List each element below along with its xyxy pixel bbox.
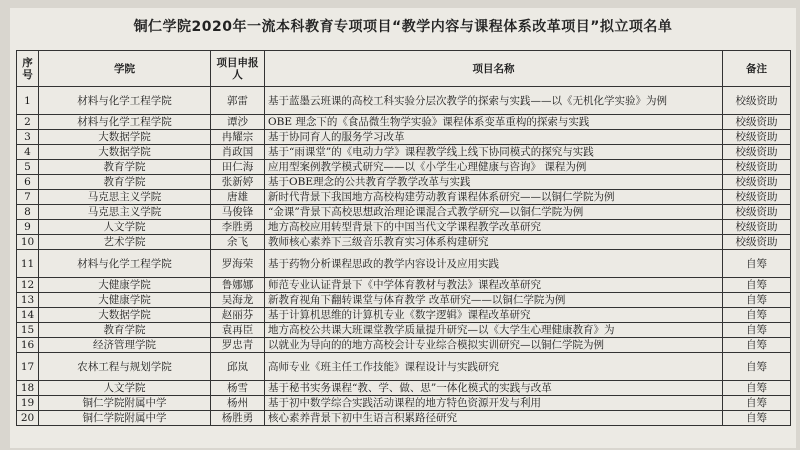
row-note: 校级资助 [723, 145, 791, 160]
row-project-name: 地方高校公共课大班课堂教学质量提升研究—以《大学生心理健康教育》为 [265, 323, 723, 338]
table-row [17, 323, 791, 338]
row-college: 教育学院 [39, 175, 211, 190]
row-college: 人文学院 [39, 220, 211, 235]
row-note: 校级资助 [723, 160, 791, 175]
header-applicant: 项目申报人 [211, 51, 265, 87]
row-project-name: 基于OBE理念的公共教育学教学改革与实践 [265, 175, 723, 190]
row-number: 19 [17, 396, 39, 411]
document-title: 铜仁学院2020年一流本科教育专项项目“教学内容与课程体系改革项目”拟立项名单 [133, 19, 673, 35]
row-note: 校级资助 [723, 175, 791, 190]
row-college: 人文学院 [39, 381, 211, 396]
row-project-name: 高师专业《班主任工作技能》课程设计与实践研究 [265, 353, 723, 381]
row-number: 18 [17, 381, 39, 396]
row-note: 自筹 [723, 323, 791, 338]
table-row [17, 160, 791, 175]
row-note: 校级资助 [723, 235, 791, 250]
row-college: 大数据学院 [39, 308, 211, 323]
row-project-name: “金课”背景下高校思想政治理论课混合式教学研究—以铜仁学院为例 [265, 205, 723, 220]
row-project-name: 基于“雨课堂”的《电动力学》课程教学线上线下协同模式的探究与实践 [265, 145, 723, 160]
row-note: 自筹 [723, 278, 791, 293]
row-college: 大健康学院 [39, 278, 211, 293]
row-project-name: 新教育视角下翻转课堂与体育教学 改革研究——以铜仁学院为例 [265, 293, 723, 308]
row-project-name: 基于秘书实务课程“教、学、做、思”一体化模式的实践与改革 [265, 381, 723, 396]
row-note: 校级资助 [723, 87, 791, 115]
row-project-name: 应用型案例教学模式研究——以《小学生心理健康与咨询》 课程为例 [265, 160, 723, 175]
row-applicant: 杨州 [211, 396, 265, 411]
row-applicant: 罗海荣 [211, 250, 265, 278]
row-number: 3 [17, 130, 39, 145]
row-college: 大健康学院 [39, 293, 211, 308]
row-project-name: OBE 理念下的《食品微生物学实验》课程体系变革重构的探索与实践 [265, 115, 723, 130]
row-applicant: 吴海龙 [211, 293, 265, 308]
row-number: 10 [17, 235, 39, 250]
row-number: 6 [17, 175, 39, 190]
row-applicant: 肖政国 [211, 145, 265, 160]
table-row [17, 87, 791, 115]
row-note: 校级资助 [723, 190, 791, 205]
row-note: 自筹 [723, 338, 791, 353]
row-college: 铜仁学院附属中学 [39, 396, 211, 411]
table-row [17, 175, 791, 190]
table-row [17, 278, 791, 293]
row-project-name: 基于计算机思维的计算机专业《数字逻辑》课程改革研究 [265, 308, 723, 323]
row-project-name: 基于蓝墨云班课的高校工科实验分层次教学的探索与实践——以《无机化学实验》为例 [265, 87, 723, 115]
table-row [17, 338, 791, 353]
table-row [17, 190, 791, 205]
table-row [17, 293, 791, 308]
row-number: 11 [17, 250, 39, 278]
table-row [17, 411, 791, 426]
row-applicant: 谭沙 [211, 115, 265, 130]
table-row [17, 308, 791, 323]
table-header-row [17, 51, 791, 87]
row-applicant: 唐雄 [211, 190, 265, 205]
table-row [17, 115, 791, 130]
row-project-name: 以就业为导向的的地方高校会计专业综合模拟实训研究—以铜仁学院为例 [265, 338, 723, 353]
row-project-name: 教师核心素养下三级音乐教育实习体系构建研究 [265, 235, 723, 250]
row-project-name: 基于药物分析课程思政的教学内容设计及应用实践 [265, 250, 723, 278]
row-number: 14 [17, 308, 39, 323]
row-note: 校级资助 [723, 205, 791, 220]
row-project-name: 地方高校应用转型背景下的中国当代文学课程教学改革研究 [265, 220, 723, 235]
row-number: 15 [17, 323, 39, 338]
table-row [17, 250, 791, 278]
row-number: 1 [17, 87, 39, 115]
table-row [17, 205, 791, 220]
row-applicant: 张新婷 [211, 175, 265, 190]
row-applicant: 李胜勇 [211, 220, 265, 235]
row-college: 大数据学院 [39, 145, 211, 160]
table-row [17, 145, 791, 160]
row-college: 农林工程与规划学院 [39, 353, 211, 381]
row-number: 9 [17, 220, 39, 235]
row-applicant: 杨胜勇 [211, 411, 265, 426]
row-project-name: 师范专业认证背景下《中学体育教材与教法》课程改革研究 [265, 278, 723, 293]
row-project-name: 基于协同育人的服务学习改革 [265, 130, 723, 145]
table-row [17, 220, 791, 235]
row-applicant: 邱岚 [211, 353, 265, 381]
row-college: 材料与化学工程学院 [39, 250, 211, 278]
row-note: 校级资助 [723, 115, 791, 130]
row-applicant: 冉耀宗 [211, 130, 265, 145]
row-number: 17 [17, 353, 39, 381]
row-applicant: 赵丽芬 [211, 308, 265, 323]
header-no: 序号 [17, 51, 39, 87]
row-note: 自筹 [723, 293, 791, 308]
row-applicant: 马俊锋 [211, 205, 265, 220]
row-applicant: 鲁娜娜 [211, 278, 265, 293]
row-college: 材料与化学工程学院 [39, 115, 211, 130]
row-note: 自筹 [723, 411, 791, 426]
row-applicant: 余飞 [211, 235, 265, 250]
row-number: 12 [17, 278, 39, 293]
table-row [17, 353, 791, 381]
row-number: 5 [17, 160, 39, 175]
header-project: 项目名称 [265, 51, 723, 87]
row-number: 2 [17, 115, 39, 130]
row-note: 自筹 [723, 250, 791, 278]
row-college: 材料与化学工程学院 [39, 87, 211, 115]
document-sheet [10, 8, 796, 448]
row-note: 校级资助 [723, 220, 791, 235]
table-row [17, 381, 791, 396]
row-number: 4 [17, 145, 39, 160]
header-note: 备注 [723, 51, 791, 87]
row-project-name: 新时代背景下我国地方高校构建劳动教育课程体系研究——以铜仁学院为例 [265, 190, 723, 205]
row-applicant: 罗忠青 [211, 338, 265, 353]
row-college: 铜仁学院附属中学 [39, 411, 211, 426]
row-number: 16 [17, 338, 39, 353]
row-project-name: 基于初中数学综合实践活动课程的地方特色资源开发与利用 [265, 396, 723, 411]
row-note: 自筹 [723, 308, 791, 323]
row-note: 自筹 [723, 353, 791, 381]
row-college: 教育学院 [39, 160, 211, 175]
row-college: 艺术学院 [39, 235, 211, 250]
table-row [17, 235, 791, 250]
row-number: 7 [17, 190, 39, 205]
row-applicant: 杨雪 [211, 381, 265, 396]
row-number: 8 [17, 205, 39, 220]
row-number: 13 [17, 293, 39, 308]
project-list-table [16, 50, 791, 426]
row-note: 校级资助 [723, 130, 791, 145]
table-body [17, 87, 791, 426]
row-applicant: 田仁海 [211, 160, 265, 175]
table-row [17, 396, 791, 411]
row-applicant: 袁再臣 [211, 323, 265, 338]
header-college: 学院 [39, 51, 211, 87]
row-college: 大数据学院 [39, 130, 211, 145]
row-number: 20 [17, 411, 39, 426]
row-college: 教育学院 [39, 323, 211, 338]
row-college: 马克思主义学院 [39, 190, 211, 205]
row-college: 马克思主义学院 [39, 205, 211, 220]
row-note: 自筹 [723, 396, 791, 411]
table-row [17, 130, 791, 145]
row-project-name: 核心素养背景下初中生语言积累路径研究 [265, 411, 723, 426]
row-college: 经济管理学院 [39, 338, 211, 353]
row-applicant: 郭雷 [211, 87, 265, 115]
row-note: 自筹 [723, 381, 791, 396]
